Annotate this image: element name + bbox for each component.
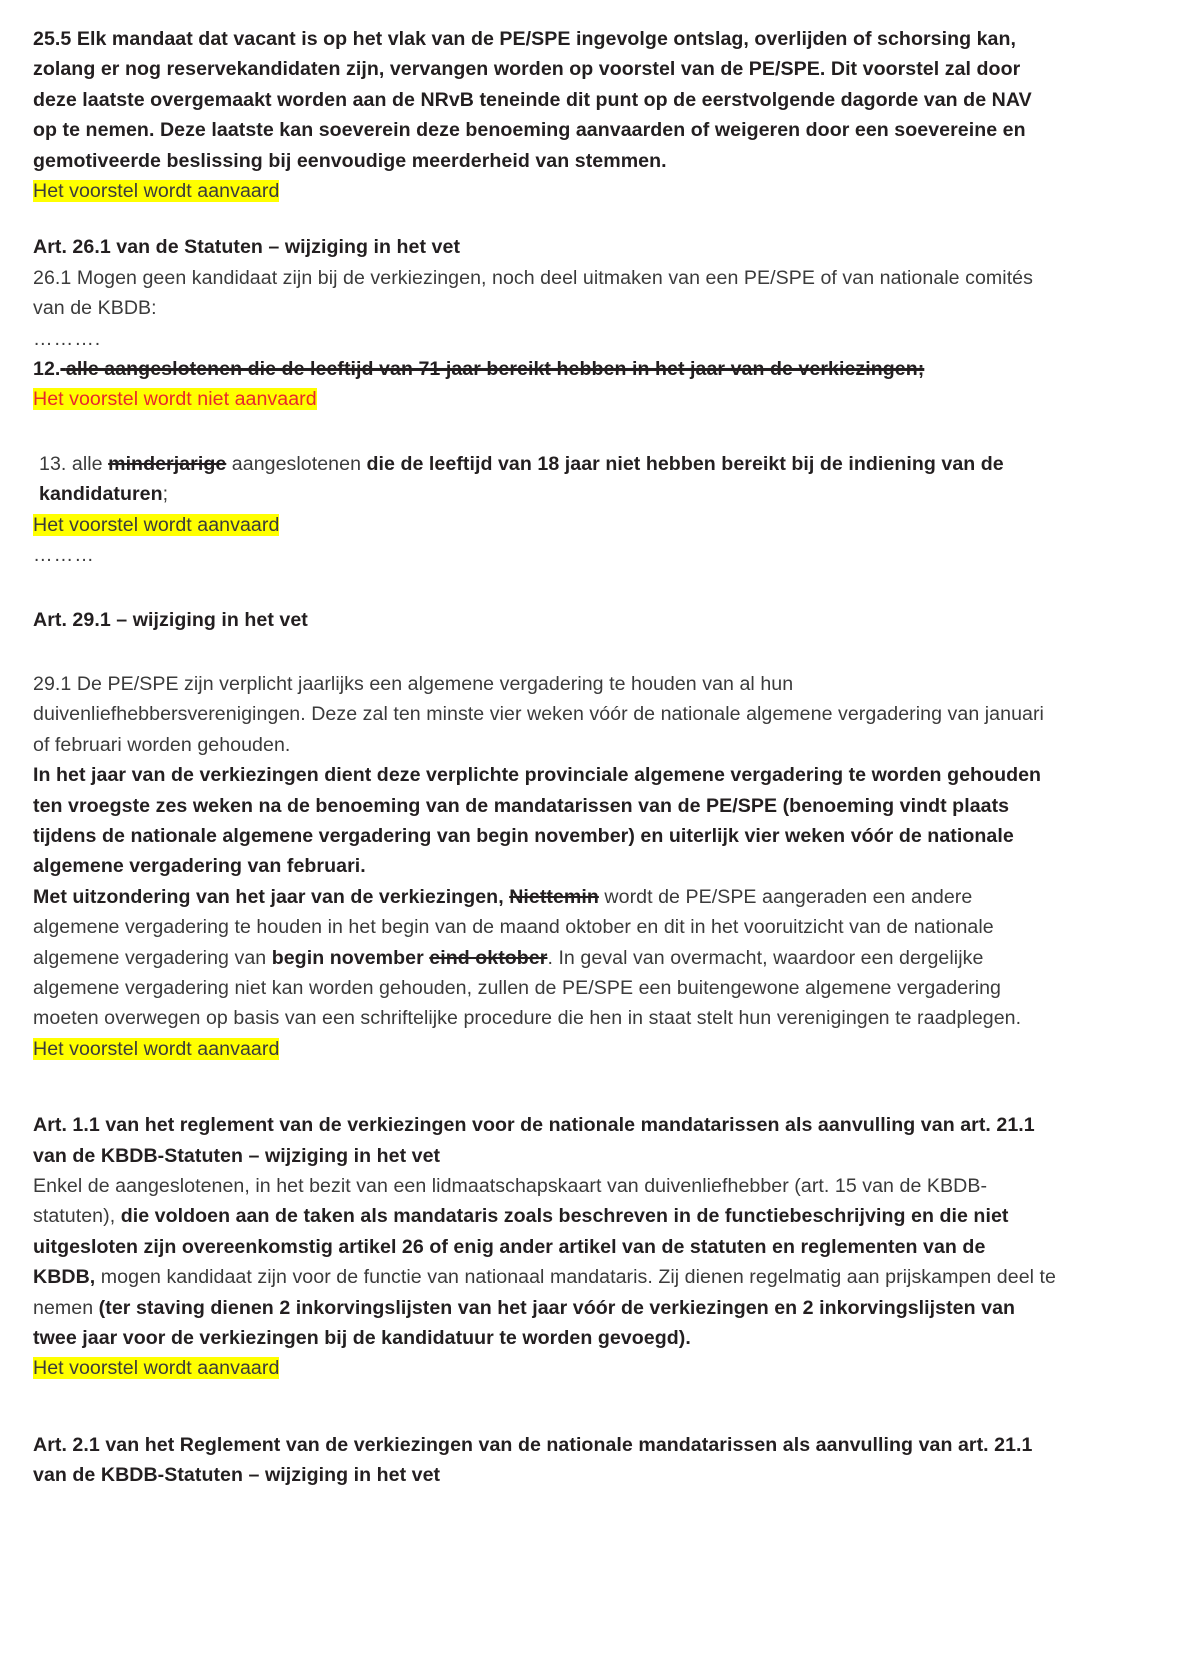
body-text-2: . In geval van overmacht, waardoor een dergelijke algemene vergadering niet kan worden gehouden, zullen de PE/SPE een buitengewone algemene vergadering moeten overwegen op basis van een schriftelijke procedure die hen in staat stelt hun verenigingen te raadplegen. — [33, 946, 1022, 1030]
bold-text-2: (ter staving dienen 2 inkorvingslijsten van het jaar vóór de verkiezingen en 2 inkorvingslijsten van twee jaar voor de verkiezingen bij de kandidatuur te worden gevoegd). — [33, 1296, 1016, 1350]
heading-art-2-1: Art. 2.1 van het Reglement van de verkiezingen van de nationale mandatarissen als aanvulling van art. 21.1 van de KBDB-Statuten – wijziging in het vet — [33, 1433, 1033, 1487]
spacer — [33, 1384, 1060, 1430]
bold-text-1: die voldoen aan de taken als mandataris zoals beschreven in de functiebeschrijving en die niet uitgesloten zijn overeenkomstig artikel 26 of enig ander artikel van de statuten en reglementen van de KBDB, — [33, 1205, 1009, 1289]
status-badge: Het voorstel wordt aanvaard — [33, 180, 280, 203]
struck-insert-eind-oktober: eind oktober — [429, 946, 548, 969]
spacer — [33, 1064, 1060, 1110]
paragraph-26-1: 26.1 Mogen geen kandidaat zijn bij de verkiezingen, noch deel uitmaken van een PE/SPE of van nationale comités van de KBDB: — [33, 266, 1033, 320]
spacer — [33, 571, 1060, 605]
status-accepted-art-1-1 — [33, 1353, 1060, 1383]
item-13 — [33, 449, 1060, 510]
heading-art-1-1: Art. 1.1 van het reglement van de verkiezingen voor de nationale mandatarissen als aanvulling van art. 21.1 van de KBDB-Statuten – wijziging in het vet — [33, 1114, 1035, 1167]
item-13-prefix: 13. alle — [39, 452, 103, 475]
item-13-struck-word: minderjarige — [108, 452, 227, 475]
item-13-suffix: ; — [162, 483, 169, 506]
item-12-struck-body: alle aangeslotenen die de leeftijd van 71 jaar bereikt hebben in het jaar van de verkiezingen; — [65, 358, 925, 381]
heading-art-29-1: Art. 29.1 – wijziging in het vet — [33, 608, 308, 631]
bold-lead: Met uitzondering van het jaar van de verkiezingen, — [33, 885, 504, 908]
status-accepted-25-5 — [33, 176, 1060, 206]
status-rejected-26-1-12 — [33, 384, 1060, 414]
status-badge: Het voorstel wordt niet aanvaard — [33, 388, 317, 411]
item-13-bold-tail: die de leeftijd van 18 jaar niet hebben bereikt bij de indiening van de kandidaturen — [39, 452, 1004, 506]
body-text-1: wordt de PE/SPE aangeraden een andere algemene vergadering te houden in het begin van de maand oktober en dit in het vooruitzicht van de nationale algemene vergadering van — [33, 885, 994, 969]
body-text-2: mogen kandidaat zijn voor de functie van nationaal mandataris. Zij dienen regelmatig aan prijskampen deel te nemen — [33, 1266, 1056, 1319]
struck-word-niettemin: Niettemin — [509, 885, 599, 908]
heading-art-26-1: Art. 26.1 van de Statuten – wijziging in het vet — [33, 236, 461, 259]
paragraph-29-1: 29.1 De PE/SPE zijn verplicht jaarlijks een algemene vergadering te houden van al hun duivenliefhebbersverenigingen. Deze zal ten minste vier weken vóór de nationale algemene vergadering van januari of februari worden gehouden. — [33, 672, 1044, 756]
spacer — [33, 415, 1060, 449]
paragraph-25-5: 25.5 Elk mandaat dat vacant is op het vlak van de PE/SPE ingevolge ontslag, overlijden of schorsing kan, zolang er nog reservekandidaten zijn, vervangen worden op voorstel van de PE/SPE. Dit voorstel zal door deze laatste overgemaakt worden aan de NRvB teneinde dit punt op de eerstvolgende dagorde van de NAV op te nemen. Deze laatste kan soeverein deze benoeming aanvaarden of weigeren door een soevereine en gemotiveerde beslissing bij eenvoudige meerderheid van stemmen. — [33, 28, 1032, 172]
status-badge: Het voorstel wordt aanvaard — [33, 1037, 280, 1060]
item-12-number: 12. — [33, 358, 61, 381]
document-body — [33, 24, 1060, 1491]
ellipsis-separator-1: ………. — [33, 327, 102, 350]
status-accepted-26-1-13 — [33, 510, 1060, 540]
spacer — [33, 206, 1060, 232]
bold-insert-begin-november: begin november — [271, 946, 424, 969]
item-13-middle: aangeslotenen — [231, 452, 362, 475]
ellipsis-separator-2: ……… — [33, 544, 95, 567]
paragraph-29-1-insert: In het jaar van de verkiezingen dient deze verplichte provinciale algemene vergadering te worden gehouden ten vroegste zes weken na de benoeming van de mandatarissen van de PE/SPE (benoeming vindt plaats tijdens de nationale algemene vergadering van begin november) en uiterlijk vier weken vóór de nationale algemene vergadering van februari. — [33, 764, 1042, 878]
status-accepted-29-1 — [33, 1034, 1060, 1064]
body-text-1: Enkel de aangeslotenen, in het bezit van een lidmaatschapskaart van duivenliefhebber (art. 15 van de KBDB-statuten), — [33, 1175, 988, 1228]
spacer — [33, 635, 1060, 669]
status-badge: Het voorstel wordt aanvaard — [33, 1357, 280, 1380]
paragraph-29-1-mixed — [33, 882, 1060, 1034]
item-12 — [33, 354, 1060, 384]
paragraph-art-1-1 — [33, 1171, 1060, 1353]
status-badge: Het voorstel wordt aanvaard — [33, 513, 280, 536]
